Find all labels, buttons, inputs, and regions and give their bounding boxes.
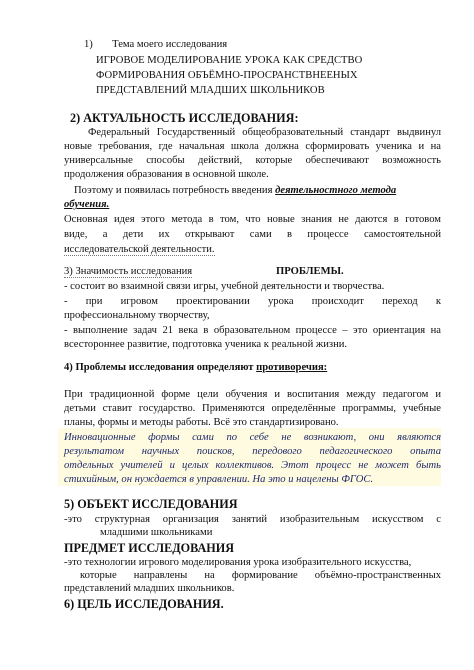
innovation-line-4: стихийным, он нуждается в управлении. На это и нацелены ФГОС. (64, 474, 374, 485)
problems-line-1: При традиционной форме цели обучения и воспитания между педагогом и (64, 389, 441, 400)
relevance-line-4: продолжения образования в основной школе. (64, 169, 269, 180)
significance-line-5: всестороннее развитие, подготовка ученика к реальной жизни. (64, 339, 348, 350)
object-heading: 5) ОБЪЕКТ ИССЛЕДОВАНИЯ (64, 497, 238, 511)
method-prefix: Поэтому и появилась потребность введения (74, 185, 273, 196)
topic-label-line (84, 39, 227, 51)
topic-title-line-2: ФОРМИРОВАНИЯ ОБЪЁМНО-ПРОСРАНСТВНЕЕНЫХ (96, 70, 358, 81)
method-name-1: деятельностного метода (275, 185, 397, 196)
topic-number: 1) (84, 39, 93, 50)
subject-heading: ПРЕДМЕТ ИССЛЕДОВАНИЯ (64, 541, 235, 555)
subject-line-3: представлений младших школьников. (64, 583, 235, 594)
object-line-1: -это структурная организация занятий изобразительным искусством с (64, 514, 441, 525)
problems-heading-prefix: 4) Проблемы исследования определяют (64, 362, 254, 373)
problems-line-3: планы, формы и методы работы. Всё это стандартизировано. (64, 417, 339, 428)
significance-heading (64, 266, 441, 278)
goal-heading: 6) ЦЕЛЬ ИССЛЕДОВАНИЯ. (64, 597, 224, 611)
significance-heading-left: 3) Значимость исследования (64, 266, 193, 277)
topic-label: Тема моего исследования (112, 39, 228, 50)
method-name-2: обучения. (64, 199, 110, 210)
idea-line-3-text: исследовательской деятельности. (64, 244, 215, 255)
subject-line-1: -это технологии игрового моделирования урока изобразительного искусства, (64, 557, 412, 568)
idea-line-3 (64, 244, 215, 256)
significance-line-4: - выполнение задач 21 века в образовательном процессе – это ориентация на (64, 325, 441, 336)
innovation-line-3: отдельных учителей и целых коллективов. Этот процесс не может быть (64, 460, 441, 471)
problems-heading-word: противоречия: (256, 362, 328, 373)
method-name-line-2 (64, 199, 109, 211)
significance-line-2: - при игровом проектировании урока происходит переход к (64, 296, 441, 307)
relevance-heading: 2) АКТУАЛЬНОСТЬ ИССЛЕДОВАНИЯ: (70, 111, 299, 125)
relevance-line-1: Федеральный Государственный общеобразовательный стандарт выдвинул (88, 127, 441, 138)
idea-line-1: Основная идея этого метода в том, что новые знания не даются в готовом (64, 214, 441, 225)
significance-line-3: профессиональному творчеству, (64, 310, 210, 321)
problems-heading (64, 362, 327, 374)
significance-line-1: - состоит во взаимной связи игры, учебной деятельности и творчества. (64, 281, 385, 292)
topic-title-line-1: ИГРОВОЕ МОДЕЛИРОВАНИЕ УРОКА КАК СРЕДСТВО (96, 55, 363, 66)
significance-heading-right: ПРОБЛЕМЫ. (276, 266, 344, 277)
innovation-line-2: результатом научных поисков, передового педагогического опыта (64, 446, 441, 457)
object-line-2: младшими школьниками (100, 527, 213, 538)
relevance-line-3: универсальные способы действий, которые обеспечивают возможность (64, 155, 441, 166)
problems-line-2: детьми ставит государство. Применяются определённые программы, учебные (64, 403, 441, 414)
topic-title-line-3: ПРЕДСТАВЛЕНИЙ МЛАДШИХ ШКОЛЬНИКОВ (96, 85, 325, 96)
idea-line-2: виде, а дети их открывают сами в процессе самостоятельной (64, 229, 441, 240)
method-line (74, 185, 396, 197)
subject-line-2: которые направлены на формирование объёмно-пространственных (80, 570, 441, 581)
innovation-line-1: Инновационные формы сами по себе не возникают, они являются (64, 432, 441, 443)
relevance-line-2: новые требования, где начальная школа должна сформировать ученика и на (64, 141, 441, 152)
